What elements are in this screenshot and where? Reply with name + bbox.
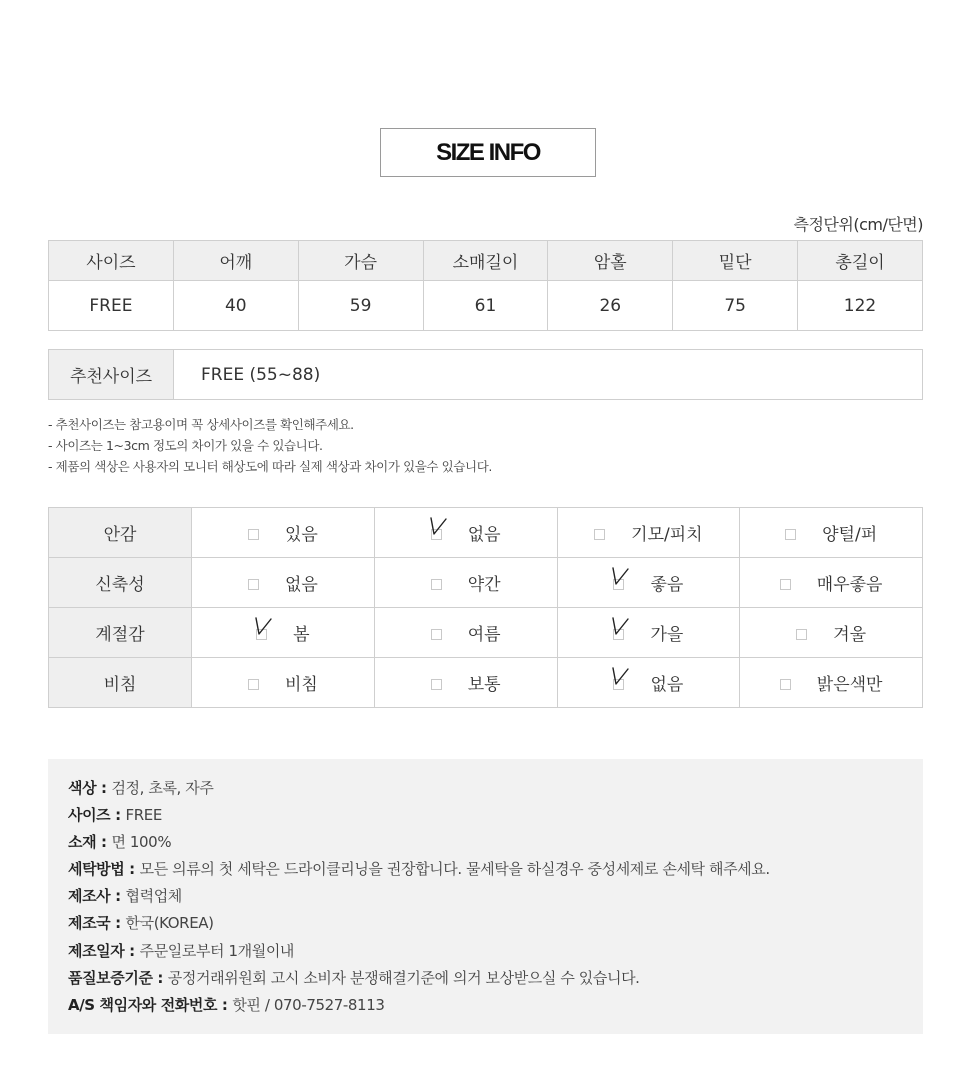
feature-row: [49, 658, 923, 708]
feature-option-cell: [374, 558, 557, 608]
feature-option-cell: [374, 658, 557, 708]
feature-option[interactable]: [256, 620, 309, 645]
checkbox[interactable]: [613, 629, 624, 640]
recommended-size-label: 추천사이즈: [49, 350, 174, 400]
info-key: 품질보증기준 :: [68, 968, 168, 987]
feature-option-label: 없음: [650, 675, 684, 695]
feature-option-cell: [557, 658, 740, 708]
measurement-unit-label: 측정단위(cm/단면): [793, 215, 923, 234]
feature-option-cell: [740, 658, 923, 708]
feature-option-cell: [374, 508, 557, 558]
recommended-size-table: [48, 349, 923, 400]
info-row-material: [68, 830, 923, 857]
feature-option-label: 기모/피치: [631, 525, 703, 545]
feature-label: 계절감: [49, 608, 192, 658]
feature-option[interactable]: [613, 620, 683, 645]
checkbox[interactable]: [431, 529, 442, 540]
feature-option[interactable]: [431, 620, 501, 645]
feature-option-label: 양털/퍼: [822, 525, 878, 545]
info-key: 제조사 :: [68, 887, 126, 906]
feature-label: 신축성: [49, 558, 192, 608]
info-row-country: [68, 911, 923, 938]
info-value: 협력업체: [125, 887, 182, 906]
info-key: 사이즈 :: [68, 806, 126, 825]
size-table-value-row: [49, 281, 923, 331]
feature-option[interactable]: [431, 670, 501, 695]
size-header-cell: 소매길이: [423, 241, 548, 281]
size-value-cell: FREE: [49, 281, 174, 331]
note-line: - 제품의 색상은 사용자의 모니터 해상도에 따라 실제 색상과 차이가 있을수 있습니다.: [48, 459, 492, 474]
size-value-cell: 122: [798, 281, 923, 331]
size-table-header-row: [49, 241, 923, 281]
checkmark-icon: [428, 516, 448, 538]
checkmark-icon: [253, 616, 273, 638]
feature-option-label: 봄: [293, 625, 310, 645]
feature-option-cell: [740, 558, 923, 608]
checkbox[interactable]: [248, 529, 259, 540]
size-value-cell: 61: [423, 281, 548, 331]
recommended-size-row: [49, 350, 923, 400]
feature-option-label: 밝은색만: [816, 675, 883, 695]
checkbox[interactable]: [431, 579, 442, 590]
feature-option-label: 겨울: [833, 625, 867, 645]
size-header-cell: 가슴: [298, 241, 423, 281]
feature-option-label: 없음: [467, 525, 501, 545]
feature-option-cell: [192, 658, 375, 708]
note-line: - 추천사이즈는 참고용이며 꼭 상세사이즈를 확인해주세요.: [48, 417, 354, 432]
checkbox[interactable]: [594, 529, 605, 540]
checkbox[interactable]: [785, 529, 796, 540]
feature-option-cell: [192, 608, 375, 658]
info-key: A/S 책임자와 전화번호 :: [68, 995, 233, 1014]
info-value: 주문일로부터 1개월이내: [139, 941, 295, 960]
size-header-cell: 어깨: [173, 241, 298, 281]
checkbox[interactable]: [248, 579, 259, 590]
feature-option[interactable]: [780, 670, 883, 695]
feature-option[interactable]: [431, 570, 501, 595]
feature-option-label: 여름: [467, 625, 501, 645]
info-value: 공정거래위원회 고시 소비자 분쟁해결기준에 의거 보상받으실 수 있습니다.: [167, 968, 640, 987]
feature-option-label: 약간: [467, 575, 501, 595]
info-value: 검정, 초록, 자주: [111, 779, 214, 797]
info-row-size: [68, 803, 923, 830]
feature-option-cell: [192, 508, 375, 558]
size-value-cell: 40: [173, 281, 298, 331]
feature-row: [49, 508, 923, 558]
checkbox[interactable]: [613, 679, 624, 690]
feature-label: 비침: [49, 658, 192, 708]
feature-option-label: 있음: [284, 525, 318, 545]
checkbox[interactable]: [613, 579, 624, 590]
size-notes: [48, 414, 492, 477]
info-row-as-contact: [68, 993, 923, 1020]
info-value: FREE: [125, 806, 162, 825]
feature-option[interactable]: [248, 520, 318, 545]
checkmark-icon: [610, 666, 630, 688]
size-table: [48, 240, 923, 331]
info-key: 색상 :: [68, 779, 112, 797]
feature-option-cell: [192, 558, 375, 608]
feature-option-cell: [557, 508, 740, 558]
feature-option[interactable]: [613, 570, 683, 595]
info-key: 소재 :: [68, 833, 112, 852]
feature-option-cell: [740, 508, 923, 558]
size-header-cell: 암홀: [548, 241, 673, 281]
size-value-cell: 26: [548, 281, 673, 331]
info-value: 핫핀 / 070-7527-8113: [232, 995, 385, 1014]
info-row-washing: [68, 857, 923, 884]
feature-label: 안감: [49, 508, 192, 558]
size-value-cell: 75: [673, 281, 798, 331]
checkbox[interactable]: [431, 629, 442, 640]
info-key: 제조일자 :: [68, 941, 140, 960]
info-row-quality: [68, 966, 923, 993]
checkbox[interactable]: [780, 679, 791, 690]
checkbox[interactable]: [780, 579, 791, 590]
feature-option-cell: [740, 608, 923, 658]
checkbox[interactable]: [431, 679, 442, 690]
checkbox[interactable]: [248, 679, 259, 690]
feature-option[interactable]: [594, 520, 702, 545]
feature-option-label: 매우좋음: [816, 575, 883, 595]
note-line: - 사이즈는 1~3cm 정도의 차이가 있을 수 있습니다.: [48, 438, 323, 453]
feature-option-cell: [374, 608, 557, 658]
feature-option[interactable]: [431, 520, 501, 545]
size-header-cell: 총길이: [798, 241, 923, 281]
feature-option[interactable]: [248, 570, 318, 595]
info-row-manufacture-date: [68, 939, 923, 966]
feature-option-label: 가을: [650, 625, 684, 645]
info-row-manufacturer: [68, 884, 923, 911]
info-value: 모든 의류의 첫 세탁은 드라이클리닝을 권장합니다. 물세탁을 하실경우 중성세제로 손세탁 해주세요.: [139, 860, 770, 879]
feature-option[interactable]: [780, 570, 883, 595]
info-key: 세탁방법 :: [68, 860, 140, 879]
size-value-cell: 59: [298, 281, 423, 331]
checkbox[interactable]: [796, 629, 807, 640]
feature-option-label: 없음: [284, 575, 318, 595]
recommended-size-value: FREE (55~88): [174, 350, 923, 400]
info-value: 면 100%: [111, 833, 172, 852]
checkmark-icon: [610, 616, 630, 638]
feature-option-label: 비침: [284, 675, 318, 695]
checkbox[interactable]: [256, 629, 267, 640]
info-value: 한국(KOREA): [125, 914, 214, 933]
info-row-color: [68, 776, 923, 803]
feature-option[interactable]: [248, 670, 318, 695]
feature-option[interactable]: [785, 520, 877, 545]
size-info-title: SIZE INFO: [380, 128, 596, 177]
feature-option-label: 보통: [467, 675, 501, 695]
size-header-cell: 밑단: [673, 241, 798, 281]
feature-option[interactable]: [796, 620, 866, 645]
product-info-box: [48, 759, 923, 1034]
size-header-cell: 사이즈: [49, 241, 174, 281]
info-key: 제조국 :: [68, 914, 126, 933]
feature-option-cell: [557, 558, 740, 608]
feature-row: [49, 608, 923, 658]
checkmark-icon: [610, 566, 630, 588]
feature-option[interactable]: [613, 670, 683, 695]
feature-option-cell: [557, 608, 740, 658]
fabric-features-table: [48, 507, 923, 708]
feature-row: [49, 558, 923, 608]
feature-option-label: 좋음: [650, 575, 684, 595]
